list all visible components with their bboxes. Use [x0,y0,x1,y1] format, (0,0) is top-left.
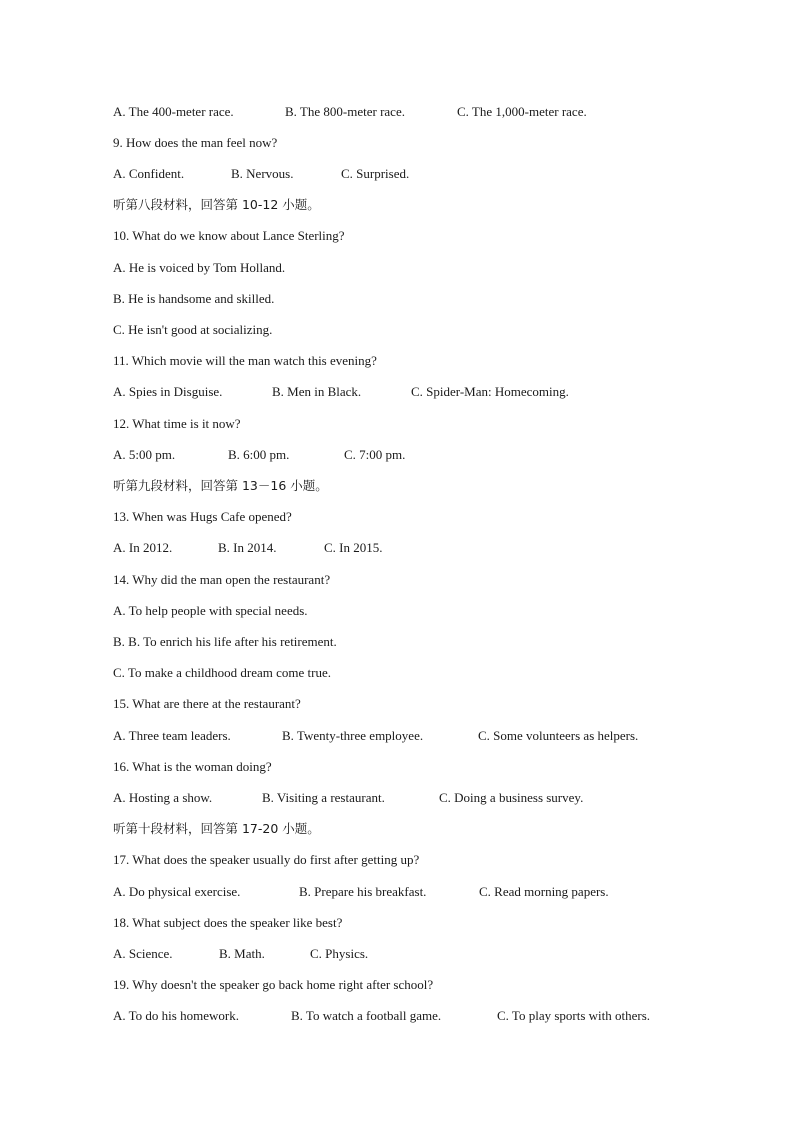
q12-option-b: B. 6:00 pm. [228,447,290,462]
section-9-heading: 听第九段材料，回答第 13－16 小题。 [113,478,328,493]
q19-question: 19. Why doesn't the speaker go back home right after school? [113,977,434,992]
q12-question: 12. What time is it now? [113,416,241,431]
q16-option-b: B. Visiting a restaurant. [262,790,385,805]
q17-option-a: A. Do physical exercise. [113,884,241,899]
q14-question: 14. Why did the man open the restaurant? [113,572,331,587]
q13-question: 13. When was Hugs Cafe opened? [113,509,292,524]
q13-option-c: C. In 2015. [324,540,383,555]
q11-question: 11. Which movie will the man watch this evening? [113,353,377,368]
q14-option-c: C. To make a childhood dream come true. [113,665,331,680]
q10-option-a: A. He is voiced by Tom Holland. [113,260,286,275]
q15-option-a: A. Three team leaders. [113,728,231,743]
q12-option-a: A. 5:00 pm. [113,447,176,462]
q10-question: 10. What do we know about Lance Sterling? [113,228,345,243]
q19-option-c: C. To play sports with others. [497,1008,651,1023]
q19-option-b: B. To watch a football game. [291,1008,442,1023]
q18-option-a: A. Science. [113,946,173,961]
q15-question: 15. What are there at the restaurant? [113,696,301,711]
q16-question: 16. What is the woman doing? [113,759,272,774]
q15-option-c: C. Some volunteers as helpers. [478,728,639,743]
q10-option-b: B. He is handsome and skilled. [113,291,275,306]
q18-option-b: B. Math. [219,946,265,961]
q14-option-b: B. B. To enrich his life after his retirement. [113,634,337,649]
q9-question: 9. How does the man feel now? [113,135,278,150]
q8-option-b: B. The 800-meter race. [285,104,405,119]
q15-option-b: B. Twenty-three employee. [282,728,424,743]
q11-option-c: C. Spider-Man: Homecoming. [411,384,569,399]
section-8-heading: 听第八段材料，回答第 10-12 小题。 [113,197,320,212]
q18-option-c: C. Physics. [310,946,369,961]
q17-option-b: B. Prepare his breakfast. [299,884,427,899]
q16-option-a: A. Hosting a show. [113,790,213,805]
section-10-heading: 听第十段材料，回答第 17-20 小题。 [113,821,320,836]
q19-option-a: A. To do his homework. [113,1008,239,1023]
q13-option-a: A. In 2012. [113,540,173,555]
q17-option-c: C. Read morning papers. [479,884,609,899]
q14-option-a: A. To help people with special needs. [113,603,308,618]
q8-option-a: A. The 400-meter race. [113,104,234,119]
q11-option-b: B. Men in Black. [272,384,362,399]
q10-option-c: C. He isn't good at socializing. [113,322,273,337]
q9-option-c: C. Surprised. [341,166,410,181]
q9-option-b: B. Nervous. [231,166,294,181]
q12-option-c: C. 7:00 pm. [344,447,406,462]
q18-question: 18. What subject does the speaker like best? [113,915,343,930]
q8-option-c: C. The 1,000-meter race. [457,104,587,119]
q9-option-a: A. Confident. [113,166,185,181]
q17-question: 17. What does the speaker usually do first after getting up? [113,852,420,867]
q11-option-a: A. Spies in Disguise. [113,384,223,399]
q16-option-c: C. Doing a business survey. [439,790,584,805]
q13-option-b: B. In 2014. [218,540,277,555]
